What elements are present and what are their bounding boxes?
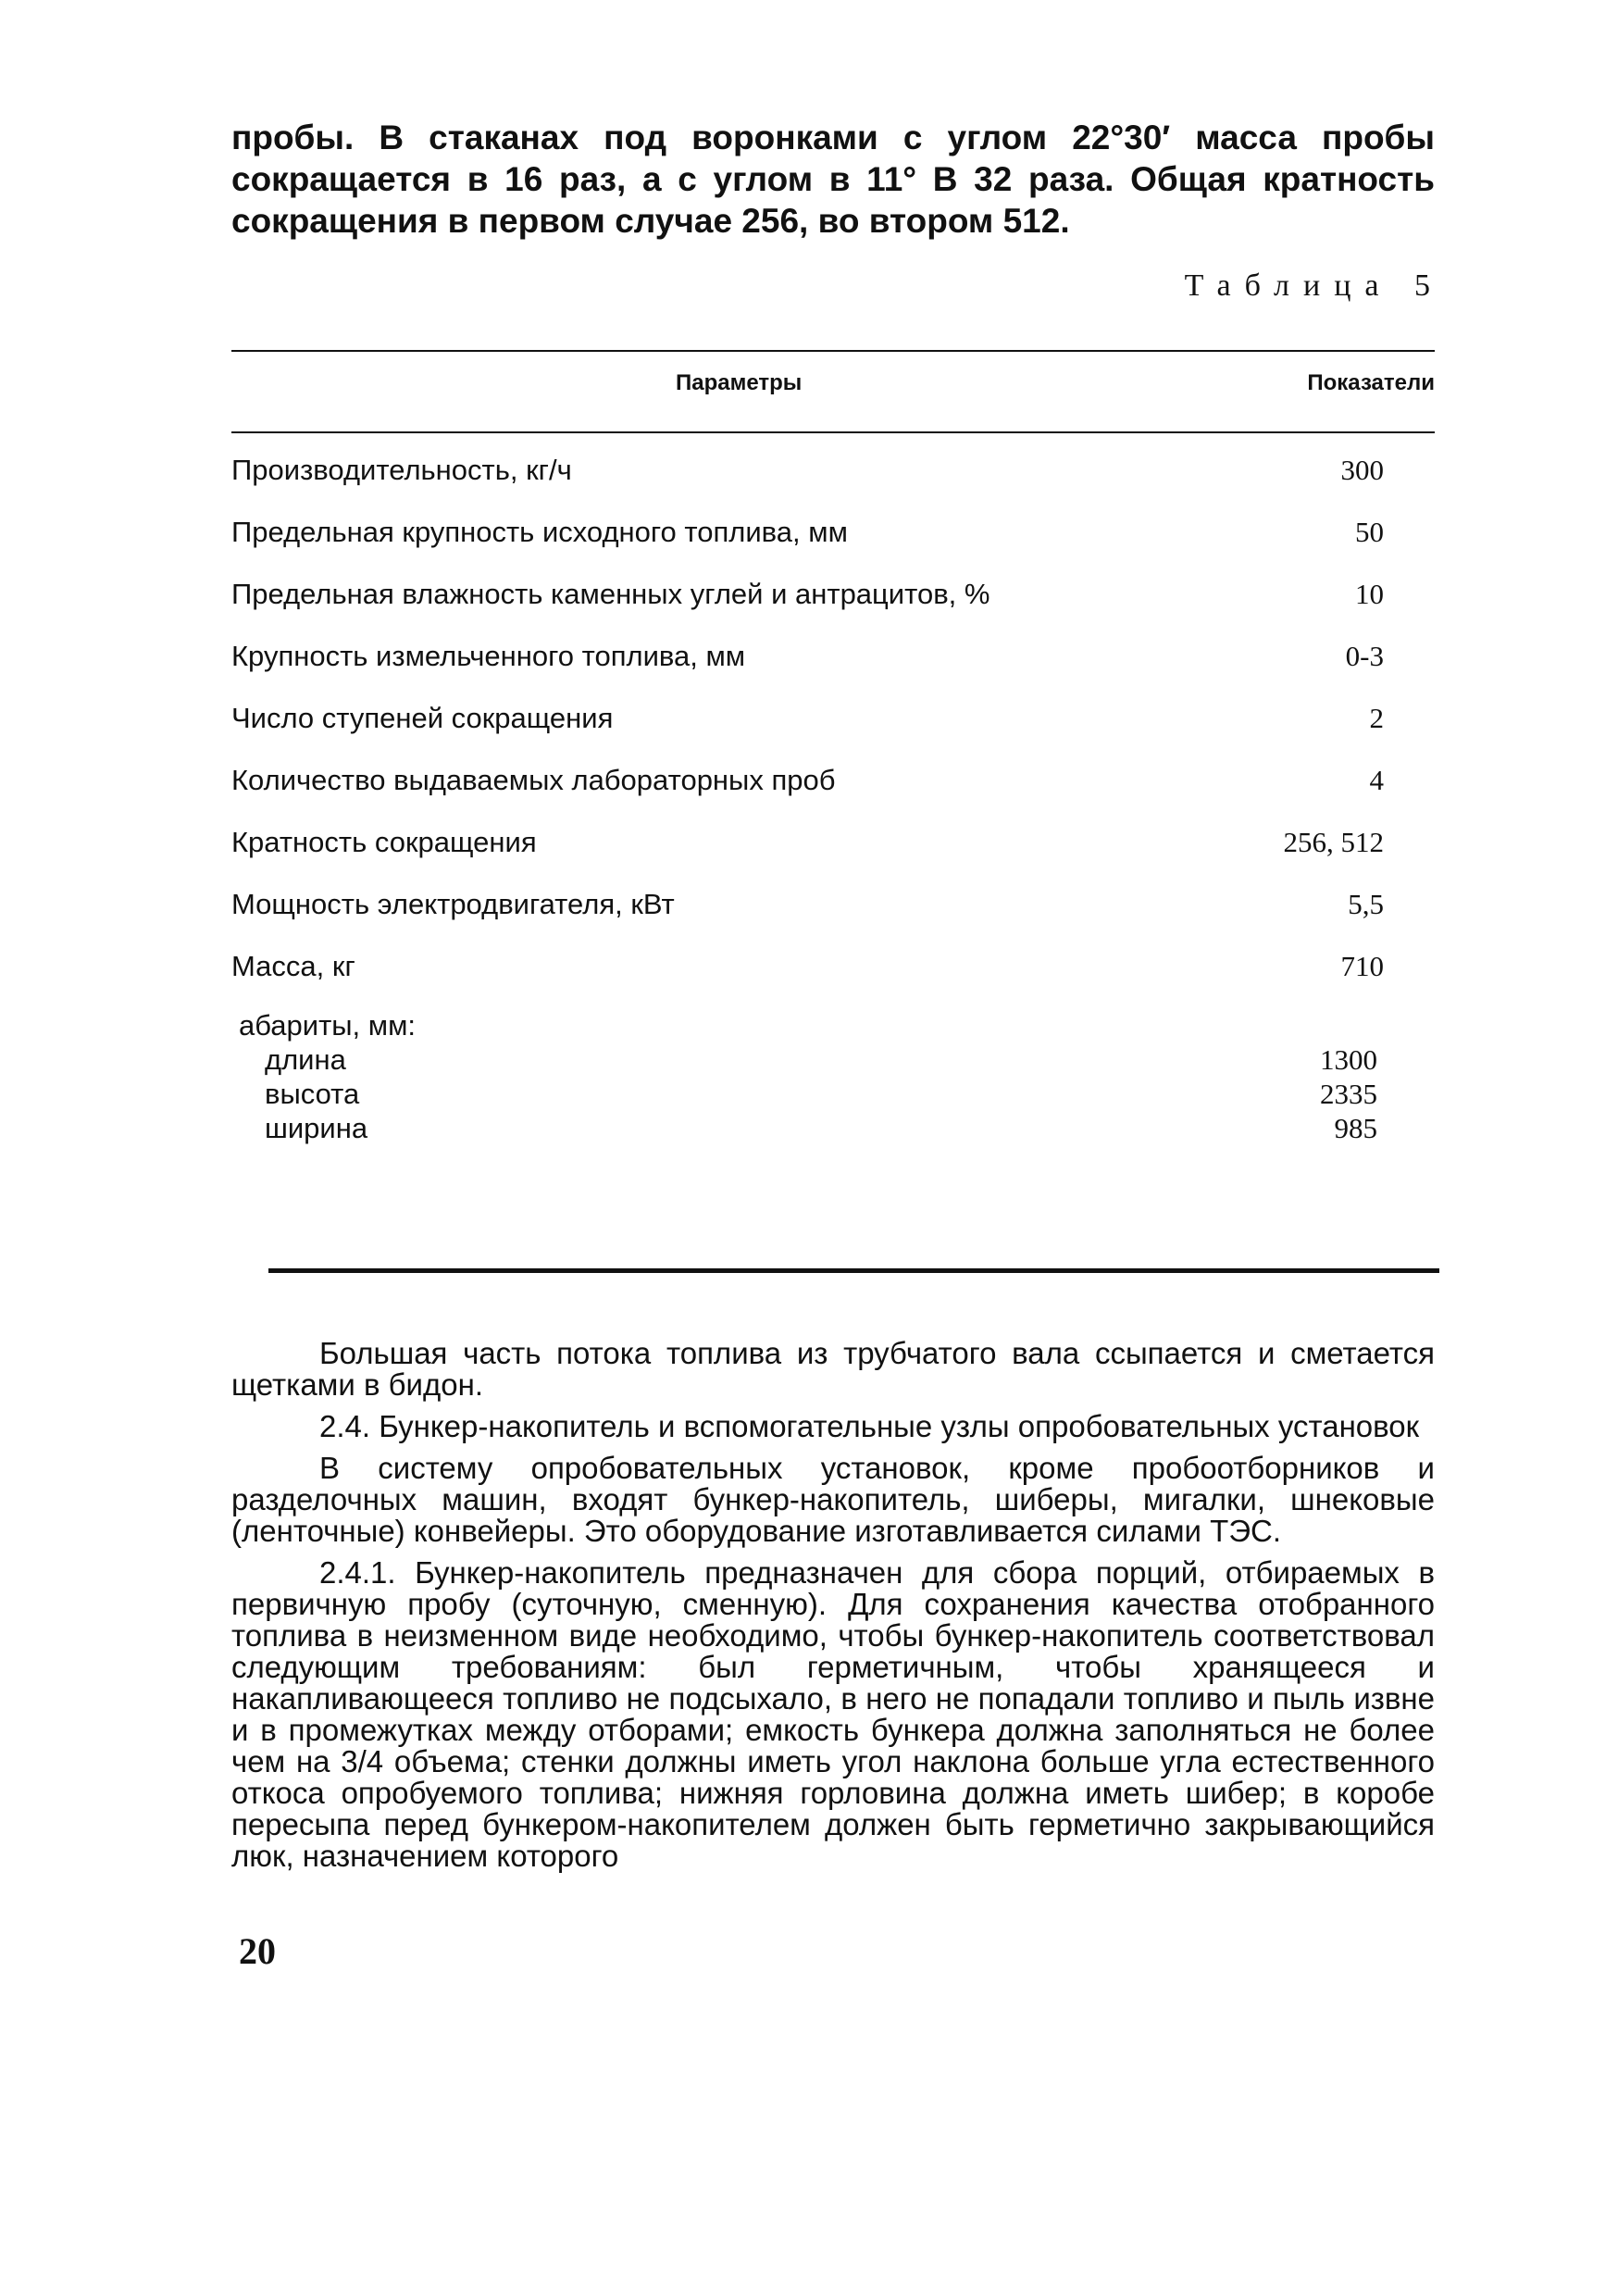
table-header-rule (231, 431, 1435, 433)
row-label: Количество выдаваемых лабораторных проб (231, 764, 836, 796)
row-value: 300 (1340, 454, 1384, 486)
table-header-parameters: Параметры (676, 370, 803, 395)
row-value: 50 (1355, 516, 1384, 548)
table-row (231, 826, 1384, 872)
body-paragraph: В систему опробовательных установок, кроме пробоотборников и разделочных машин, входят бункер-накопитель, шиберы, мигалки, шнековые (ленточные) конвейеры. Это оборудование изготавливается силами ТЭС. (231, 1451, 1435, 1548)
table-row (231, 516, 1384, 562)
row-label: Число ступеней сокращения (231, 702, 614, 734)
table-caption: Таблица 5 (1184, 268, 1444, 303)
row-value: 710 (1340, 950, 1384, 982)
dimension-value: 2335 (1320, 1078, 1377, 1110)
table-header-values: Показатели (1307, 370, 1435, 395)
intro-paragraph: пробы. В стаканах под воронками с углом 22°30′ масса пробы сокращается в 16 раз, а с углом в 11° В 32 раза. Общая кратность сокращения в первом случае 256, во втором 512. (231, 119, 1435, 240)
table-row (231, 764, 1384, 810)
table-row (231, 702, 1384, 748)
section-heading: 2.4. Бункер-накопитель и вспомогательные узлы опробовательных установок (319, 1409, 1420, 1443)
dimensions-heading: абариты, мм: (239, 1009, 417, 1042)
table-bottom-rule (268, 1268, 1439, 1273)
table-row (231, 950, 1384, 996)
table-row (231, 640, 1384, 686)
table-row (231, 454, 1384, 500)
dimension-label: ширина (265, 1112, 368, 1144)
row-label: Производительность, кг/ч (231, 454, 572, 486)
row-value: 0-3 (1345, 640, 1384, 672)
page-number: 20 (239, 1930, 276, 1972)
row-value: 5,5 (1348, 888, 1384, 920)
dimension-label: длина (265, 1043, 346, 1076)
dimension-row (265, 1112, 1377, 1147)
table-top-rule (231, 350, 1435, 352)
dimension-row (265, 1078, 1377, 1113)
row-value: 256, 512 (1283, 826, 1384, 858)
row-label: Мощность электродвигателя, кВт (231, 888, 675, 920)
row-value: 10 (1355, 578, 1384, 610)
table-row (231, 578, 1384, 624)
row-value: 2 (1369, 702, 1384, 734)
body-paragraph: 2.4.1. Бункер-накопитель предназначен для сбора порций, отбираемых в первичную пробу (суточную, сменную). Для сохранения качества отобранного топлива в неизменном виде необходимо, чтобы бункер-накопитель соответствовал следующим требованиям: был герметичным, чтобы хранящееся и накапливающееся топливо не подсыхало, в него не попадали топливо и пыль извне и в промежутках между отборами; емкость бункера должна заполняться не более чем на 3/4 объема; стенки должны иметь угол наклона больше угла естественного откоса опробуемого топлива; нижняя горловина должна иметь шибер; в коробе пересыпа перед бункером-накопителем должен быть герметично закрывающийся люк, назначением которого (231, 1555, 1435, 1873)
dimension-row (265, 1043, 1377, 1079)
dimension-value: 985 (1334, 1112, 1377, 1144)
dimension-value: 1300 (1320, 1043, 1377, 1076)
row-label: Кратность сокращения (231, 826, 537, 858)
row-label: Предельная влажность каменных углей и антрацитов, % (231, 578, 990, 610)
row-value: 4 (1369, 764, 1384, 796)
dimension-label: высота (265, 1078, 360, 1110)
row-label: Крупность измельченного топлива, мм (231, 640, 746, 672)
table-row (231, 888, 1384, 934)
body-text (231, 1338, 1435, 1882)
body-paragraph: Большая часть потока топлива из трубчатого вала ссыпается и сметается щетками в бидон. (231, 1336, 1435, 1402)
row-label: Предельная крупность исходного топлива, мм (231, 516, 848, 548)
row-label: Масса, кг (231, 950, 355, 982)
